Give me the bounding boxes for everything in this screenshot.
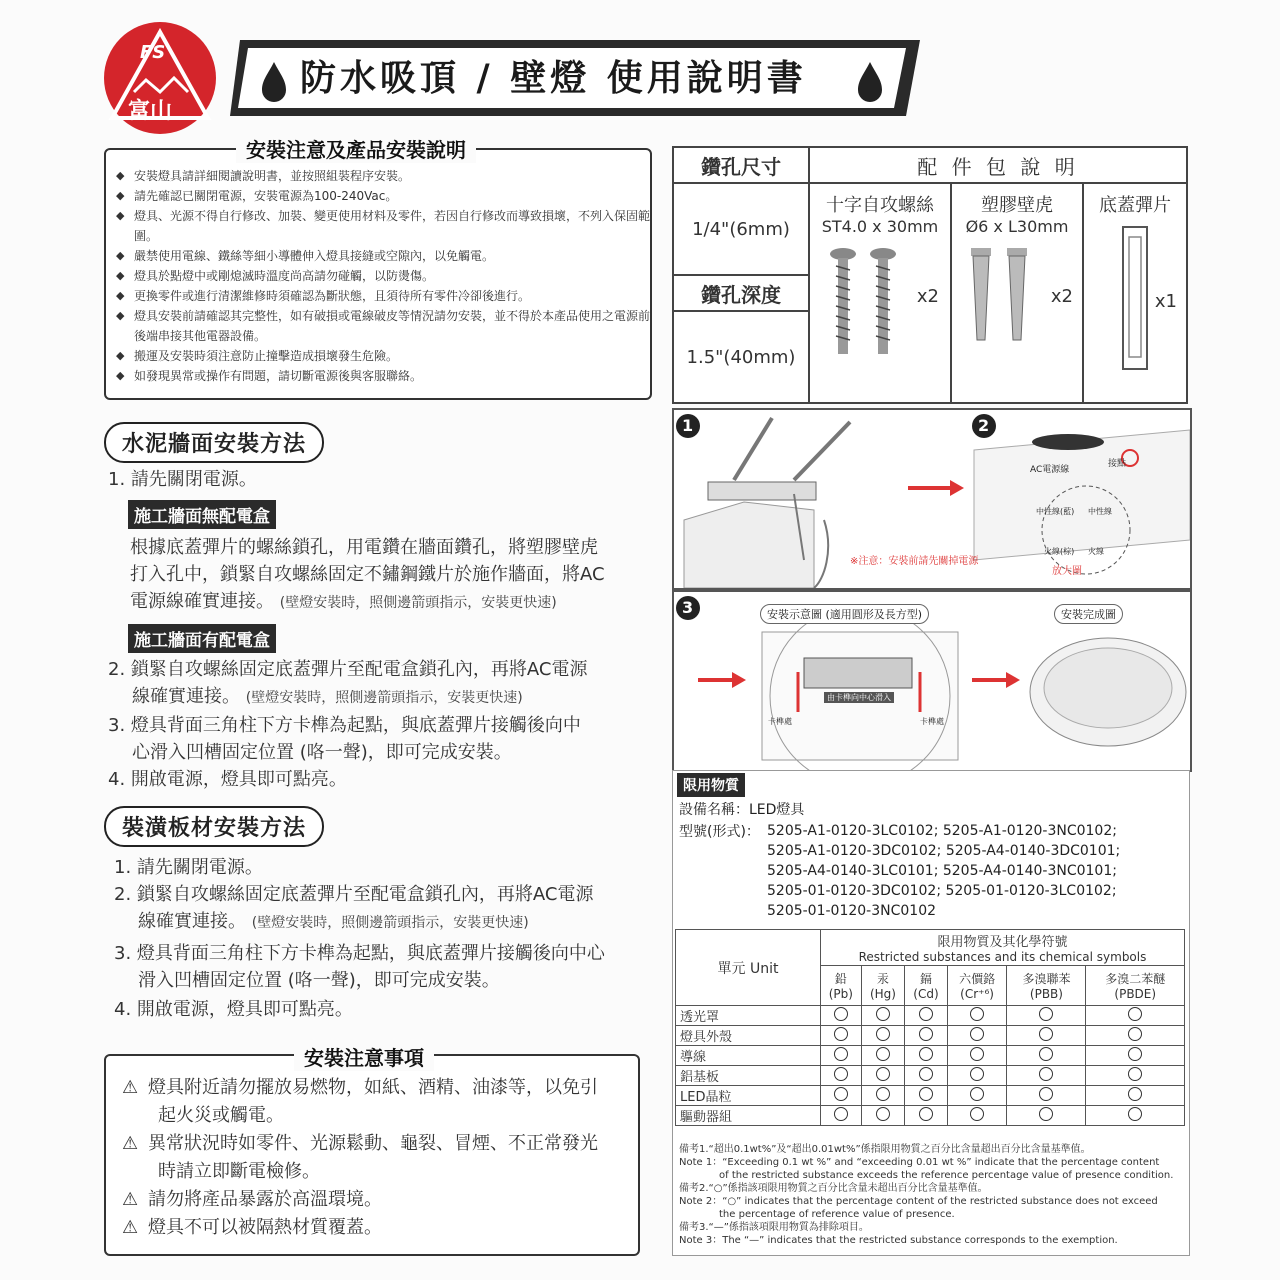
accessory-qty: x1 bbox=[1154, 291, 1177, 312]
substance-sym: (Hg) bbox=[869, 987, 896, 1001]
install-diagram-label: 安裝示意圖 (適用圓形及長方型) bbox=[760, 604, 929, 624]
substance-sym: (Cr⁺⁶) bbox=[960, 987, 994, 1001]
substance-col bbox=[1007, 966, 1086, 1006]
table-row bbox=[676, 1106, 1185, 1126]
cement-para-1c-text: 電源線確實連接。 bbox=[130, 591, 274, 612]
notice-box bbox=[104, 148, 652, 400]
logo-brand-name: 富山 bbox=[128, 99, 173, 124]
note-line: 備考2.“○”係指該項限用物質之百分比含量未超出百分比含量基準值。 bbox=[679, 1183, 988, 1194]
accessory-spec: ST4.0 x 30mm bbox=[821, 217, 939, 236]
caution-item bbox=[122, 1130, 638, 1158]
cement-step-2a: 2. 鎖緊自攻螺絲固定底蓋彈片至配電盒鎖孔內，再將AC電源 bbox=[108, 659, 588, 680]
page-title: 防水吸頂 / 壁燈 使用說明書 bbox=[300, 57, 807, 99]
notice-item: ◆ 安裝燈具請詳細閱讀說明書，並按照組裝程序安裝。 bbox=[106, 166, 650, 186]
substance-subtitle: Restricted substances and its chemical symbols bbox=[858, 950, 1147, 964]
cement-step-3a: 3. 燈具背面三角柱下方卡榫為起點，與底蓋彈片接觸後向中 bbox=[108, 715, 581, 736]
caution-item bbox=[122, 1214, 638, 1242]
note-line: Note 3：The “—” indicates that the restricted substance corresponds to the exemption. bbox=[679, 1235, 1118, 1246]
board-step-4: 4. 開啟電源，燈具即可點亮。 bbox=[114, 999, 353, 1020]
table-row bbox=[676, 1086, 1185, 1106]
neutral-label-2: 中性線 bbox=[1088, 507, 1112, 516]
connect-label: 接點 bbox=[1108, 459, 1127, 469]
cement-para-1a: 根據底蓋彈片的螺絲鎖孔，用電鑽在牆面鑽孔，將塑膠壁虎 bbox=[130, 537, 598, 558]
caution-line: 異常狀況時如零件、光源鬆動、龜裂、冒煙、不正常發光 bbox=[148, 1133, 598, 1154]
table-row bbox=[676, 1006, 1185, 1026]
unit-name: LED晶粒 bbox=[676, 1086, 821, 1106]
note-line: 備考3.“—”係指該項限用物質為排除項目。 bbox=[679, 1222, 869, 1233]
notice-item: ◆ 燈具於點燈中或剛熄滅時溫度尚高請勿碰觸，以防燙傷。 bbox=[106, 266, 650, 286]
unit-name: 鋁基板 bbox=[676, 1066, 821, 1086]
restricted-header: 限用物質 bbox=[677, 773, 745, 797]
unit-name: 燈具外殼 bbox=[676, 1026, 821, 1046]
slide-hint: 由卡榫向中心滑入 bbox=[824, 692, 894, 703]
cement-sub-with-box: 施工牆面有配電盒 bbox=[128, 624, 276, 653]
substance-col bbox=[861, 966, 905, 1006]
cement-sub-no-box: 施工牆面無配電盒 bbox=[128, 500, 276, 529]
board-step-2b-text: 線確實連接。 bbox=[138, 911, 246, 932]
notes-block bbox=[679, 1143, 1183, 1247]
install-done-label: 安裝完成圖 bbox=[1054, 604, 1123, 624]
cement-step-4: 4. 開啟電源，燈具即可點亮。 bbox=[108, 769, 347, 790]
substance-zh: 鎘 bbox=[919, 972, 932, 986]
substance-col bbox=[1086, 966, 1185, 1006]
cement-para-1b: 打入孔中，鎖緊自攻螺絲固定不鏽鋼鐵片於施作牆面，將AC bbox=[130, 564, 605, 585]
caution-line: 起火災或觸電。 bbox=[158, 1105, 284, 1126]
substance-sym: (PBB) bbox=[1029, 987, 1063, 1001]
brand-logo bbox=[104, 22, 216, 134]
accessory-name: 十字自攻螺絲 bbox=[826, 195, 934, 216]
board-step-2b bbox=[138, 908, 529, 937]
accessory-anchor bbox=[951, 183, 1083, 403]
substance-sym: (PBDE) bbox=[1114, 987, 1157, 1001]
latch-right-label: 卡榫處 bbox=[920, 717, 944, 726]
wall-anchor-icon bbox=[963, 244, 1043, 354]
warning-icon: ⚠ bbox=[122, 1133, 139, 1154]
model-line: 5205-01-0120-3DC0102; 5205-01-0120-3LC0102; bbox=[767, 883, 1117, 899]
accessory-table bbox=[672, 146, 1188, 404]
board-step-2a: 2. 鎖緊自攻螺絲固定底蓋彈片至配電盒鎖孔內，再將AC電源 bbox=[114, 884, 594, 905]
step-number-1: 1 bbox=[682, 416, 694, 435]
cement-step-2-note: (壁燈安裝時，照側邊箭頭指示，安裝更快速) bbox=[245, 690, 523, 706]
accessory-table-wrapper bbox=[672, 146, 1188, 404]
notice-item: ◆ 搬運及安裝時須注意防止撞擊造成損壞發生危險。 bbox=[106, 346, 650, 366]
caution-list bbox=[122, 1074, 638, 1242]
drill-size-value: 1/4"(6mm) bbox=[673, 183, 809, 275]
unit-name: 導線 bbox=[676, 1046, 821, 1066]
accessory-bracket bbox=[1083, 183, 1187, 403]
table-row bbox=[676, 1026, 1185, 1046]
unit-header: 單元 Unit bbox=[676, 930, 821, 1006]
cement-para-1-note: (壁燈安裝時，照側邊箭頭指示，安裝更快速) bbox=[279, 595, 557, 611]
substance-title: 限用物質及其化學符號 bbox=[937, 935, 1068, 950]
accessory-spec: Ø6 x L30mm bbox=[965, 217, 1069, 236]
table-row bbox=[676, 1046, 1185, 1066]
notice-item: ◆ 嚴禁使用電線、鐵絲等細小導體伸入燈具接縫或空隙內，以免觸電。 bbox=[106, 246, 650, 266]
caution-item bbox=[122, 1186, 638, 1214]
diagram-steps-1-2 bbox=[672, 408, 1192, 590]
accessory-qty: x2 bbox=[916, 286, 939, 307]
unit-name: 透光罩 bbox=[676, 1006, 821, 1026]
note-line: Note 1：“Exceeding 0.1 wt %” and “exceeding 0.01 wt %” indicate that the percentage content bbox=[679, 1157, 1160, 1168]
substance-zh: 汞 bbox=[876, 972, 889, 986]
note-line: of the restricted substance exceeds the reference percentage value of presence condition. bbox=[719, 1170, 1174, 1181]
model-line: 5205-A4-0140-3LC0101; 5205-A4-0140-3NC0101; bbox=[767, 863, 1117, 879]
table-row bbox=[676, 1066, 1185, 1086]
restricted-panel bbox=[672, 770, 1190, 1256]
substance-zh: 六價鉻 bbox=[959, 972, 996, 986]
substance-zh: 鉛 bbox=[834, 972, 847, 986]
model-line: 5205-A1-0120-3DC0102; 5205-A4-0140-3DC0101; bbox=[767, 843, 1121, 859]
bracket-icon bbox=[1115, 223, 1155, 373]
zoom-label: 放大圖 bbox=[1052, 566, 1082, 577]
board-step-1: 1. 請先關閉電源。 bbox=[114, 857, 263, 878]
substance-col bbox=[905, 966, 948, 1006]
notice-item: ◆ 請先確認已關閉電源，安裝電源為100-240Vac。 bbox=[106, 186, 650, 206]
caution-title: 安裝注意事項 bbox=[294, 1042, 434, 1071]
diagram-step-3 bbox=[672, 590, 1192, 772]
step-number-2: 2 bbox=[978, 416, 990, 435]
substance-header bbox=[821, 930, 1185, 966]
model-line: 5205-01-0120-3NC0102 bbox=[767, 903, 937, 919]
warning-icon: ⚠ bbox=[122, 1077, 139, 1098]
model-line: 5205-A1-0120-3LC0102; 5205-A1-0120-3NC0102; bbox=[767, 823, 1117, 839]
substance-zh: 多溴二苯醚 bbox=[1105, 972, 1166, 986]
substance-col bbox=[821, 966, 862, 1006]
model-list bbox=[767, 821, 1120, 921]
warning-icon: ⚠ bbox=[122, 1217, 139, 1238]
screw-icon bbox=[825, 246, 905, 366]
accessory-name: 底蓋彈片 bbox=[1099, 195, 1171, 216]
substance-col bbox=[947, 966, 1007, 1006]
model-label: 型號(形式)： bbox=[679, 824, 760, 840]
drill-depth-label: 鑽孔深度 bbox=[673, 275, 809, 311]
substance-sym: (Cd) bbox=[913, 987, 939, 1001]
caution-item bbox=[122, 1074, 638, 1102]
step-number-3: 3 bbox=[682, 598, 694, 617]
caution-line: 燈具不可以被隔熱材質覆蓋。 bbox=[148, 1217, 382, 1238]
notice-item: ◆ 如發現異常或操作有問題，請切斷電源後與客服聯絡。 bbox=[106, 366, 650, 386]
board-section-title: 裝潢板材安裝方法 bbox=[104, 806, 324, 847]
drill-size-label: 鑽孔尺寸 bbox=[673, 147, 809, 183]
substance-table bbox=[675, 929, 1185, 1126]
substance-zh: 多溴聯苯 bbox=[1022, 972, 1071, 986]
neutral-label: 中性線(藍) bbox=[1036, 507, 1075, 516]
substance-sym: (Pb) bbox=[828, 987, 853, 1001]
notice-item: ◆ 燈具安裝前請確認其完整性，如有破損或電線破皮等情況請勿安裝，並不得於本產品使用之電源前後端串接其他電器設備。 bbox=[106, 306, 650, 346]
ac-label: AC電源線 bbox=[1030, 465, 1070, 475]
live-label-2: 火線 bbox=[1088, 547, 1104, 556]
cement-section-title: 水泥牆面安裝方法 bbox=[104, 422, 324, 463]
caution-line: 時請立即斷電檢修。 bbox=[158, 1161, 320, 1182]
cement-step-2b-text: 線確實連接。 bbox=[132, 686, 240, 707]
board-step-2-note: (壁燈安裝時，照側邊箭頭指示，安裝更快速) bbox=[251, 915, 529, 931]
device-label: 設備名稱：LED燈具 bbox=[679, 802, 805, 818]
caution-line: 燈具附近請勿擺放易燃物，如紙、酒精、油漆等，以免引 bbox=[148, 1077, 598, 1098]
live-label: 火線(棕) bbox=[1044, 547, 1075, 556]
caution-box bbox=[104, 1054, 640, 1256]
pack-title: 配 件 包 說 明 bbox=[809, 147, 1187, 183]
cement-step-1: 1. 請先關閉電源。 bbox=[108, 469, 257, 490]
notice-item: ◆ 燈具、光源不得自行修改、加裝、變更使用材料及零件，若因自行修改而導致損壞，不列入保固範圍。 bbox=[106, 206, 650, 246]
warning-icon: ⚠ bbox=[122, 1189, 139, 1210]
accessory-name: 塑膠壁虎 bbox=[981, 195, 1053, 216]
accessory-qty: x2 bbox=[1050, 286, 1073, 307]
notice-item: ◆ 更換零件或進行清潔維修時須確認為斷狀態，且須待所有零件冷卻後進行。 bbox=[106, 286, 650, 306]
cement-step-2b bbox=[132, 683, 523, 712]
notice-list bbox=[106, 166, 650, 386]
unit-name: 驅動器組 bbox=[676, 1106, 821, 1126]
accessory-screw bbox=[809, 183, 951, 403]
caution-line: 請勿將產品暴露於高溫環境。 bbox=[148, 1189, 382, 1210]
board-step-3a: 3. 燈具背面三角柱下方卡榫為起點，與底蓋彈片接觸後向中心 bbox=[114, 943, 605, 964]
cement-para-1c bbox=[130, 588, 557, 617]
drill-depth-value: 1.5"(40mm) bbox=[673, 311, 809, 403]
logo-initials: FS bbox=[140, 42, 166, 63]
note-line: Note 2：“○” indicates that the percentage content of the restricted substance does not exceed bbox=[679, 1196, 1158, 1207]
notice-title: 安裝注意及產品安裝說明 bbox=[236, 134, 476, 163]
note-line: the percentage of reference value of presence. bbox=[719, 1209, 955, 1220]
note-line: 備考1.“超出0.1wt%”及“超出0.01wt%”係指限用物質之百分比含量超出百分比含量基準值。 bbox=[679, 1144, 1091, 1155]
power-warning: ※注意：安裝前請先關掉電源 bbox=[850, 556, 979, 567]
cement-step-3b: 心滑入凹槽固定位置 (咯一聲)，即可完成安裝。 bbox=[132, 742, 512, 763]
latch-left-label: 卡榫處 bbox=[768, 717, 792, 726]
board-step-3b: 滑入凹槽固定位置 (咯一聲)，即可完成安裝。 bbox=[138, 970, 500, 991]
